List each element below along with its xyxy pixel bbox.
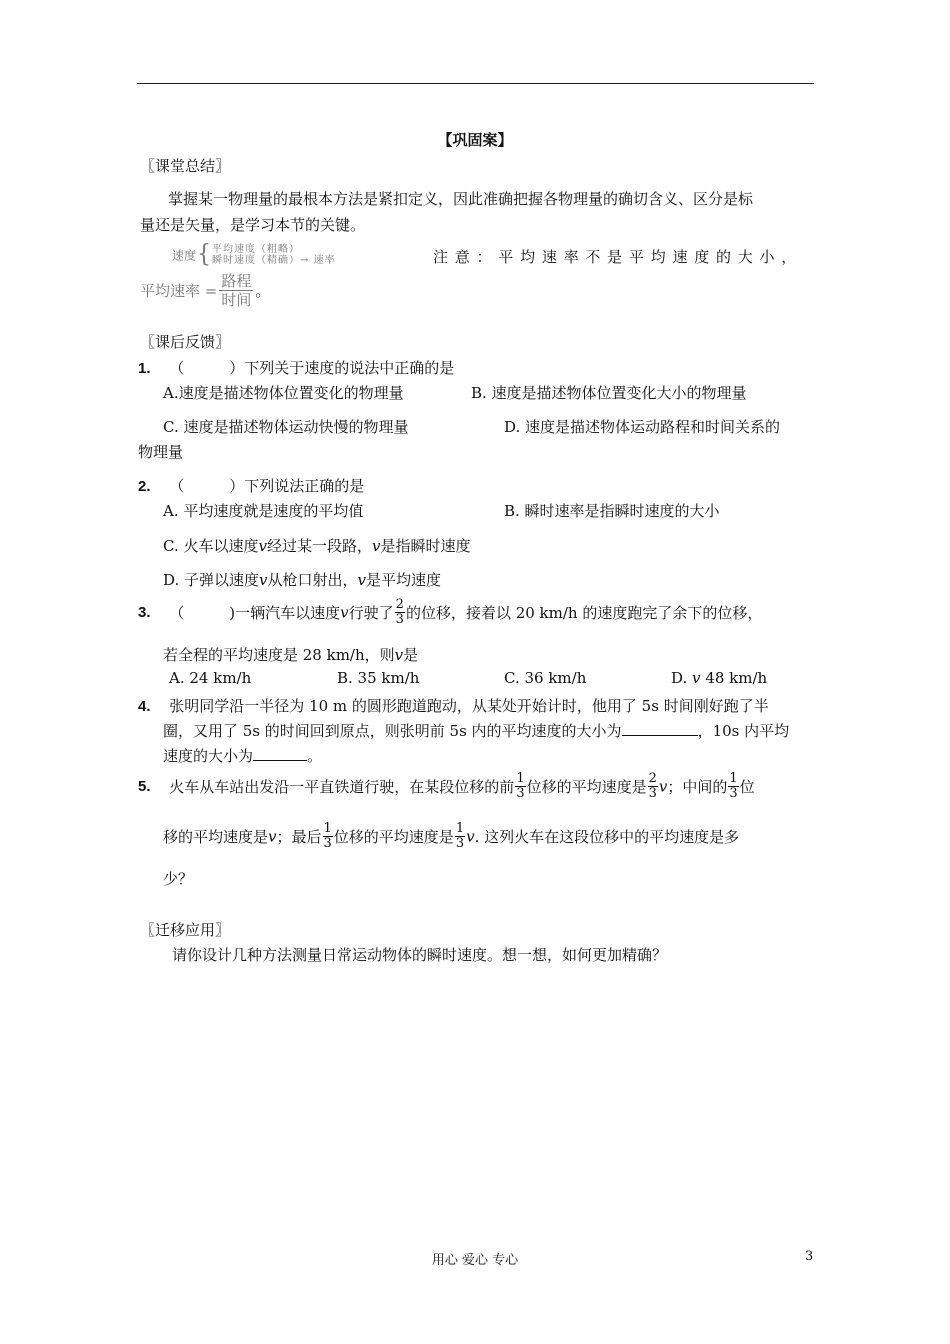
option-text: 是平均速度	[366, 571, 442, 589]
question-text: 是	[403, 646, 419, 664]
velocity-symbol: v	[340, 603, 349, 622]
question-text: ；中间的	[667, 778, 728, 796]
question-5-line3: 少？	[163, 870, 194, 888]
velocity-symbol: v	[658, 777, 668, 796]
answer-blank-2[interactable]	[253, 746, 307, 761]
velocity-symbol: v	[466, 827, 475, 846]
question-1-option-c: C. 速度是描述物体运动快慢的物理量	[163, 418, 409, 436]
question-text: . 这列火车在这段位移中的平均速度是多	[474, 828, 740, 846]
question-2-option-b: B. 瞬时速率是指瞬时速度的大小	[504, 502, 720, 520]
question-text: 的位移，接着以 20 km/h 的速度跑完了余下的位移，	[405, 604, 763, 622]
diagram-item-instant: 瞬时速度（精确）→ 速率	[212, 255, 336, 266]
question-1-stem	[138, 357, 454, 378]
question-text: 位移的平均速度是	[333, 828, 454, 846]
question-number: 3.	[138, 604, 151, 621]
question-1-option-a: A.速度是描述物体位置变化的物理量	[163, 384, 404, 402]
question-text: 。	[307, 747, 323, 765]
diagram-items	[212, 244, 336, 266]
brace-glyph: {	[197, 240, 212, 269]
question-number: 2.	[138, 478, 151, 495]
header-rule	[137, 83, 814, 84]
section-feedback-heading: 〖课后反馈〗	[140, 333, 231, 351]
question-4-line1	[138, 695, 769, 716]
question-3-option-b: B. 35 km/h	[337, 669, 420, 687]
diagram-root: 速度	[172, 248, 197, 263]
fraction-denominator: 3	[395, 612, 404, 627]
option-text: C. 火车以速度	[163, 537, 259, 555]
formula-denominator: 时间	[221, 291, 252, 309]
question-2-stem	[138, 475, 364, 496]
formula-lhs: 平均速率 =	[140, 282, 218, 300]
average-rate-formula	[140, 272, 270, 309]
option-text: 是指瞬时速度	[380, 537, 471, 555]
question-3-option-c: C. 36 km/h	[504, 669, 587, 687]
question-text: 若全程的平均速度是 28 km/h，则	[163, 646, 395, 664]
option-text: D. 子弹以速度	[163, 571, 260, 589]
question-2-option-a: A. 平均速度就是速度的平均值	[163, 502, 364, 520]
velocity-symbol: v	[371, 537, 381, 555]
fraction-one-third	[515, 772, 525, 801]
question-text: 移的平均速度是	[163, 828, 269, 846]
fraction-numerator: 2	[395, 597, 404, 612]
option-text: D.	[671, 669, 688, 687]
fraction-two-thirds	[648, 772, 658, 801]
question-1-option-b: B. 速度是描述物体位置变化大小的物理量	[471, 384, 747, 402]
question-text: （ ）下列关于速度的说法中正确的是	[169, 359, 455, 377]
fraction-two-thirds	[395, 598, 405, 627]
fraction-one-third	[455, 822, 465, 851]
answer-blank-1[interactable]	[622, 721, 698, 736]
fraction-denominator: 3	[648, 786, 657, 801]
question-3-stem	[138, 598, 762, 627]
question-text: ，10s 内平均	[697, 722, 790, 740]
question-3-line2	[163, 644, 418, 665]
fraction-one-third	[323, 822, 333, 851]
formula-numerator: 路程	[221, 272, 252, 290]
question-text: 圈，又用了 5s 的时间回到原点，则张明前 5s 内的平均速度的大小为	[163, 722, 622, 740]
fraction-numerator: 1	[323, 821, 332, 836]
question-text: （ ）下列说法正确的是	[169, 477, 365, 495]
summary-note: 注 意 ： 平 均 速 率 不 是 平 均 速 度 的 大 小 ，	[433, 248, 798, 266]
velocity-symbol: v	[268, 827, 277, 846]
question-5-line2	[163, 822, 739, 851]
option-text: 从枪口射出，	[267, 571, 358, 589]
question-3-option-a: A. 24 km/h	[169, 669, 252, 687]
velocity-symbol: v	[692, 669, 701, 687]
velocity-symbol: v	[258, 537, 267, 555]
question-text: 行驶了	[348, 604, 394, 622]
question-number: 1.	[138, 360, 151, 377]
fraction-one-third	[728, 772, 738, 801]
question-number: 5.	[138, 778, 151, 795]
fraction-denominator: 3	[455, 836, 465, 851]
question-4-line3	[163, 745, 322, 766]
fraction-numerator: 1	[516, 771, 525, 786]
question-text: 位	[739, 778, 755, 796]
question-text: 火车从车站出发沿一平直铁道行驶，在某段位移的前	[169, 778, 515, 796]
section-summary-heading: 〖课堂总结〗	[140, 157, 231, 175]
velocity-diagram	[172, 240, 336, 269]
question-2-option-c	[163, 535, 470, 556]
summary-paragraph-line2: 量还是矢量，是学习本节的关键。	[140, 216, 366, 234]
question-number: 4.	[138, 698, 151, 715]
fraction-denominator: 3	[729, 786, 738, 801]
fraction-denominator: 3	[516, 786, 525, 801]
transfer-text: 请你设计几种方法测量日常运动物体的瞬时速度。想一想，如何更加精确？	[172, 946, 668, 964]
velocity-symbol: v	[357, 571, 367, 589]
page-number: 3	[805, 1249, 814, 1264]
question-5-line1	[138, 772, 755, 801]
formula-fraction	[219, 272, 253, 309]
velocity-symbol: v	[394, 646, 404, 664]
question-text: （ )一辆汽车以速度	[169, 604, 341, 622]
question-text: ；最后	[276, 828, 322, 846]
question-text: 位移的平均速度是	[526, 778, 647, 796]
question-text: 张明同学沿一半径为 10 m 的圆形跑道跑动，从某处开始计时，他用了 5s 时间刚好跑了半	[169, 697, 769, 715]
footer-motto: 用心 爱心 专心	[431, 1253, 519, 1268]
velocity-symbol: v	[259, 571, 268, 589]
option-text: 48 km/h	[705, 669, 768, 687]
diagram-item-average: 平均速度（粗略）	[212, 244, 301, 255]
formula-end: 。	[255, 282, 271, 300]
fraction-numerator: 1	[729, 771, 738, 786]
fraction-denominator: 3	[323, 836, 332, 851]
question-1-option-d-continued: 物理量	[138, 443, 184, 461]
option-text: 经过某一段路，	[266, 537, 372, 555]
question-4-line2	[163, 720, 789, 741]
summary-paragraph-line1: 掌握某一物理量的最根本方法是紧扣定义，因此准确把握各物理量的确切含义、区分是标	[168, 190, 754, 208]
question-2-option-d	[163, 569, 441, 590]
fraction-numerator: 2	[648, 771, 657, 786]
question-1-option-d: D. 速度是描述物体运动路程和时间关系的	[504, 418, 781, 436]
question-text: 速度的大小为	[163, 747, 254, 765]
fraction-numerator: 1	[455, 821, 465, 836]
section-transfer-heading: 〖迁移应用〗	[140, 921, 231, 939]
page-title: 【巩固案】	[437, 131, 513, 149]
question-3-option-d	[671, 669, 767, 687]
